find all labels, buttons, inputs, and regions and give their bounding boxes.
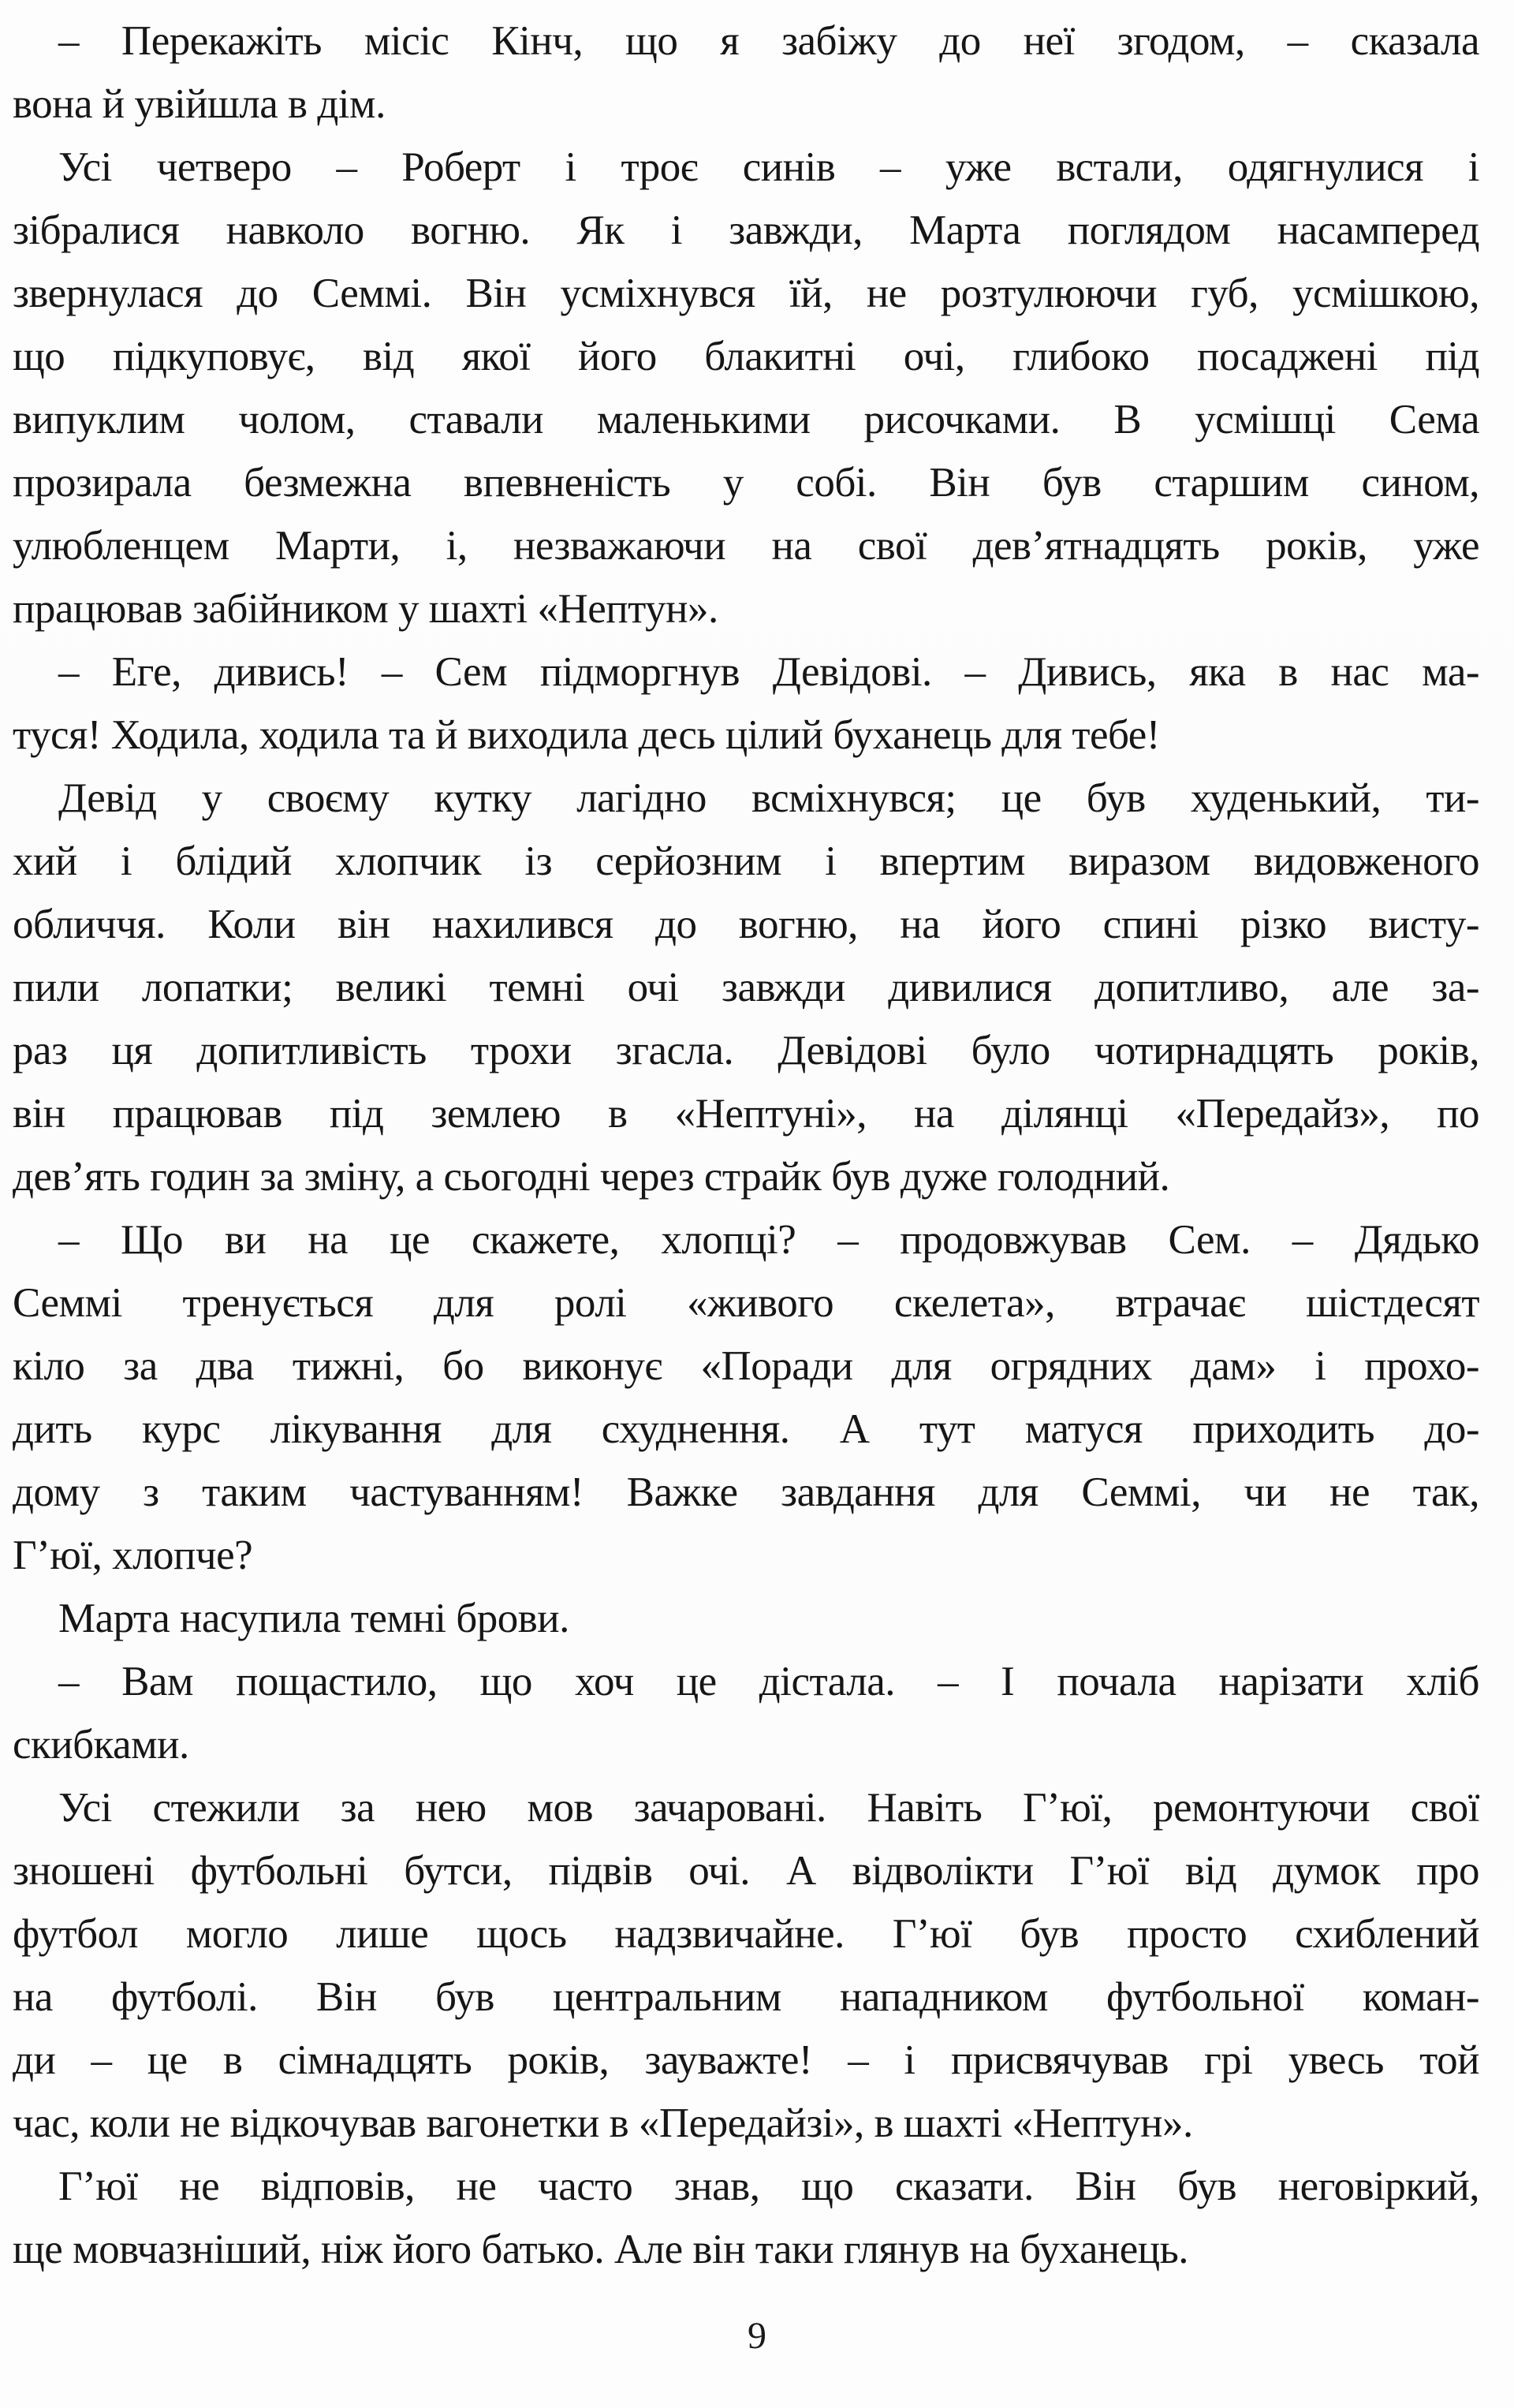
text-line: ди – це в сімнадцять років, зауважте! – і присвячував грі увесь той — [13, 2037, 1479, 2083]
text-line: дев’ять годин за зміну, а сьогодні через страйк був дуже голодний. — [13, 1154, 1170, 1200]
page-number: 9 — [748, 2315, 766, 2357]
text-line: Усі стежили за нею мов зачаровані. Навіть Г’юї, ремонтуючи свої — [58, 1785, 1479, 1831]
text-line: прозирала безмежна впевненість у собі. Він був старшим сином, — [13, 460, 1479, 506]
text-line: пили лопатки; великі темні очі завжди дивилися допитливо, але за- — [13, 965, 1479, 1010]
text-line: скибками. — [13, 1722, 189, 1768]
text-line: зібралися навколо вогню. Як і завжди, Марта поглядом насамперед — [13, 207, 1479, 253]
text-line: Г’юї не відповів, не часто знав, що сказати. Він був неговіркий, — [58, 2163, 1479, 2209]
text-line: Девід у своєму кутку лагідно всміхнувся; це був худенький, ти- — [58, 775, 1479, 821]
text-line: хий і блідий хлопчик із серйозним і впертим виразом видовженого — [13, 838, 1479, 884]
text-line: футбол могло лише щось надзвичайне. Г’юї був просто схиблений — [13, 1911, 1479, 1957]
text-line: Усі четверо – Роберт і троє синів – уже встали, одягнулися і — [58, 144, 1479, 190]
text-line: на футболі. Він був центральним нападником футбольної коман- — [13, 1974, 1479, 2020]
text-line: туся! Ходила, ходила та й виходила десь цілий буханець для тебе! — [13, 712, 1160, 758]
text-line: ще мовчазніший, ніж його батько. Але він таки глянув на буханець. — [13, 2227, 1189, 2272]
text-line: Семмі тренується для ролі «живого скелета», втрачає шістдесят — [13, 1280, 1479, 1326]
text-line: – Що ви на це скажете, хлопці? – продовжував Сем. – Дядько — [58, 1217, 1479, 1263]
text-line: кіло за два тижні, бо виконує «Поради для огрядних дам» і прохо- — [13, 1343, 1479, 1389]
text-line: він працював під землею в «Нептуні», на ділянці «Передайз», по — [13, 1091, 1479, 1137]
text-line: час, коли не відкочував вагонетки в «Передайзі», в шахті «Нептун». — [13, 2100, 1193, 2146]
text-line: дому з таким частуванням! Важке завдання для Семмі, чи не так, — [13, 1469, 1479, 1515]
text-line: зношені футбольні бутси, підвів очі. А відволікти Г’юї від думок про — [13, 1848, 1479, 1894]
text-line: звернулася до Семмі. Він усміхнувся їй, не розтулюючи губ, усмішкою, — [13, 271, 1479, 316]
text-line: працював забійником у шахті «Нептун». — [13, 586, 718, 632]
text-line: що підкуповує, від якої його блакитні очі, глибоко посаджені під — [13, 334, 1479, 379]
text-line: вона й увійшла в дім. — [13, 81, 386, 127]
text-line: обличчя. Коли він нахилився до вогню, на його спині різко висту- — [13, 902, 1479, 947]
text-line: – Вам пощастило, що хоч це дістала. – І почала нарізати хліб — [58, 1659, 1479, 1704]
text-line: улюбленцем Марти, і, незважаючи на свої дев’ятнадцять років, уже — [13, 523, 1479, 569]
page-text — [13, 9, 1479, 2281]
text-line: випуклим чолом, ставали маленькими рисочками. В усмішці Сема — [13, 397, 1479, 442]
text-line: дить курс лікування для схуднення. А тут матуся приходить до- — [13, 1406, 1479, 1452]
text-line: Марта насупила темні брови. — [58, 1596, 569, 1641]
text-line: – Перекажіть місіс Кінч, що я забіжу до неї згодом, – сказала — [58, 18, 1479, 64]
text-line: – Еге, дивись! – Сем підморгнув Девідові. – Дивись, яка в нас ма- — [58, 649, 1479, 695]
text-line: Г’юї, хлопче? — [13, 1533, 253, 1578]
text-line: раз ця допитливість трохи згасла. Девідові було чотирнадцять років, — [13, 1028, 1479, 1073]
